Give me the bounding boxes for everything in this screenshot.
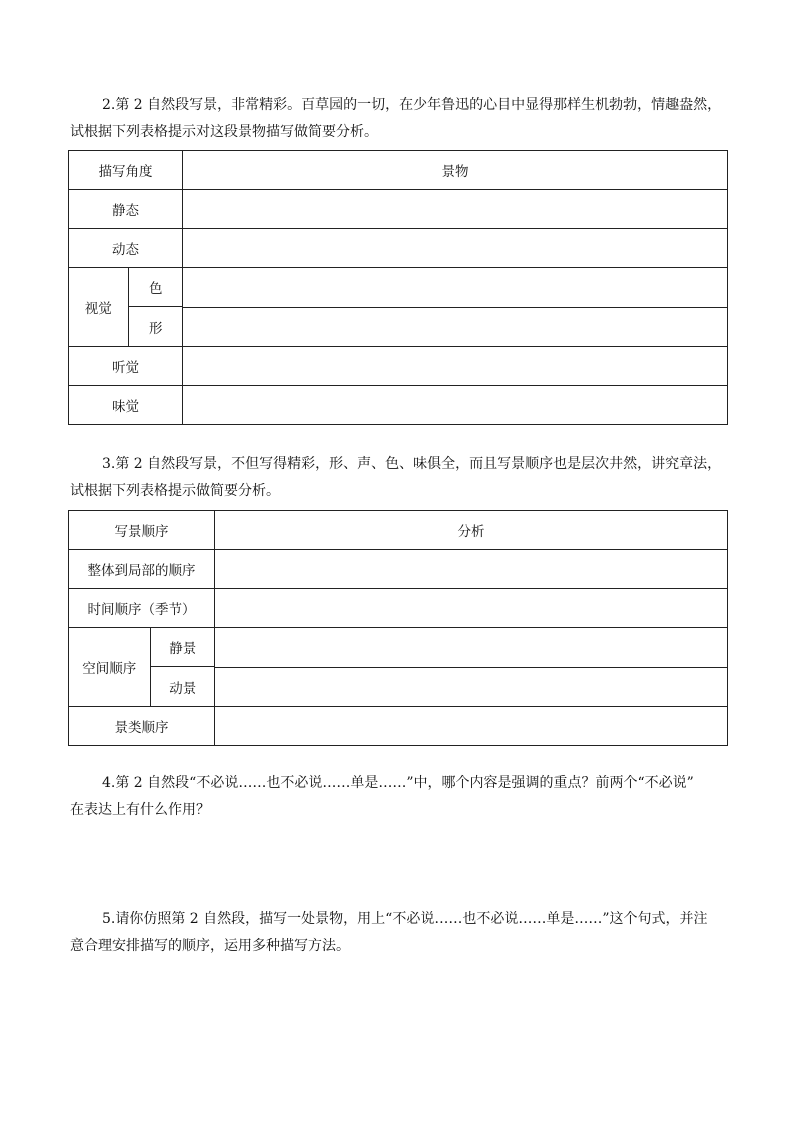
answer-cell-shape[interactable]: [183, 307, 728, 347]
answer-cell-whole-to-part[interactable]: [215, 550, 728, 589]
table-row: [69, 386, 728, 425]
answer-cell-taste[interactable]: [183, 386, 728, 425]
table-row: [69, 628, 728, 668]
scenery-order-table: [68, 510, 728, 746]
answer-cell-hearing[interactable]: [183, 347, 728, 386]
question-4-line-1: 4.第 2 自然段“不必说……也不必说……单是……”中，哪个内容是强调的重点？前两个“不必说”: [102, 775, 694, 791]
table-row: [69, 268, 728, 308]
answer-cell-category-order[interactable]: [215, 707, 728, 746]
question-3-line-1: 3.第 2 自然段写景，不但写得精彩，形、声、色、味俱全，而且写景顺序也是层次井然，讲究章法，: [102, 456, 722, 472]
question-4: [70, 770, 730, 824]
answer-cell-time-order[interactable]: [215, 589, 728, 628]
answer-cell-still-scene[interactable]: [215, 628, 728, 668]
row-label-dynamic: 动态: [69, 229, 183, 268]
scenery-description-table: [68, 150, 728, 425]
row-label-color: 色: [128, 268, 183, 307]
row-label-space-group: [69, 628, 215, 707]
table-row: [69, 190, 728, 229]
row-label-taste: 味觉: [69, 386, 183, 425]
table-row: [69, 589, 728, 628]
table-row: [69, 707, 728, 746]
row-label-whole-to-part: 整体到局部的顺序: [69, 550, 215, 589]
question-2: [70, 92, 730, 146]
table-header-row: [69, 151, 728, 190]
header-scenery-order: 写景顺序: [69, 511, 215, 550]
question-3-line-2: 试根据下列表格提示做简要分析。: [70, 483, 280, 499]
row-label-space-order: 空间顺序: [69, 628, 150, 706]
header-analysis: 分析: [215, 511, 728, 550]
table-row: [69, 229, 728, 268]
header-description-angle: 描写角度: [69, 151, 183, 190]
answer-cell-color[interactable]: [183, 268, 728, 308]
row-label-category-order: 景类顺序: [69, 707, 215, 746]
table-header-row: [69, 511, 728, 550]
header-scenery: 景物: [183, 151, 728, 190]
question-5-line-1: 5.请你仿照第 2 自然段，描写一处景物，用上“不必说……也不必说……单是……”这个句式，并注: [102, 911, 708, 927]
question-3: [70, 451, 730, 505]
answer-cell-moving-scene[interactable]: [215, 667, 728, 707]
row-label-hearing: 听觉: [69, 347, 183, 386]
row-label-visual: 视觉: [69, 268, 128, 346]
answer-cell-static[interactable]: [183, 190, 728, 229]
row-label-static: 静态: [69, 190, 183, 229]
visual-subtable: [69, 268, 183, 346]
question-2-line-2: 试根据下列表格提示对这段景物描写做简要分析。: [70, 124, 378, 140]
space-subtable: [69, 628, 215, 706]
table-row: [69, 347, 728, 386]
row-label-time-order: 时间顺序（季节）: [69, 589, 215, 628]
question-5: [70, 906, 730, 960]
question-5-line-2: 意合理安排描写的顺序，运用多种描写方法。: [70, 938, 350, 954]
row-label-visual-group: [69, 268, 183, 347]
question-2-line-1: 2.第 2 自然段写景，非常精彩。百草园的一切，在少年鲁迅的心目中显得那样生机勃勃，情趣盎然，: [102, 97, 722, 113]
row-label-shape: 形: [149, 320, 163, 337]
table-row: [69, 550, 728, 589]
row-label-still-scene: 静景: [150, 628, 215, 667]
row-label-moving-scene: 动景: [169, 680, 197, 697]
answer-cell-dynamic[interactable]: [183, 229, 728, 268]
question-4-line-2: 在表达上有什么作用？: [70, 802, 210, 818]
